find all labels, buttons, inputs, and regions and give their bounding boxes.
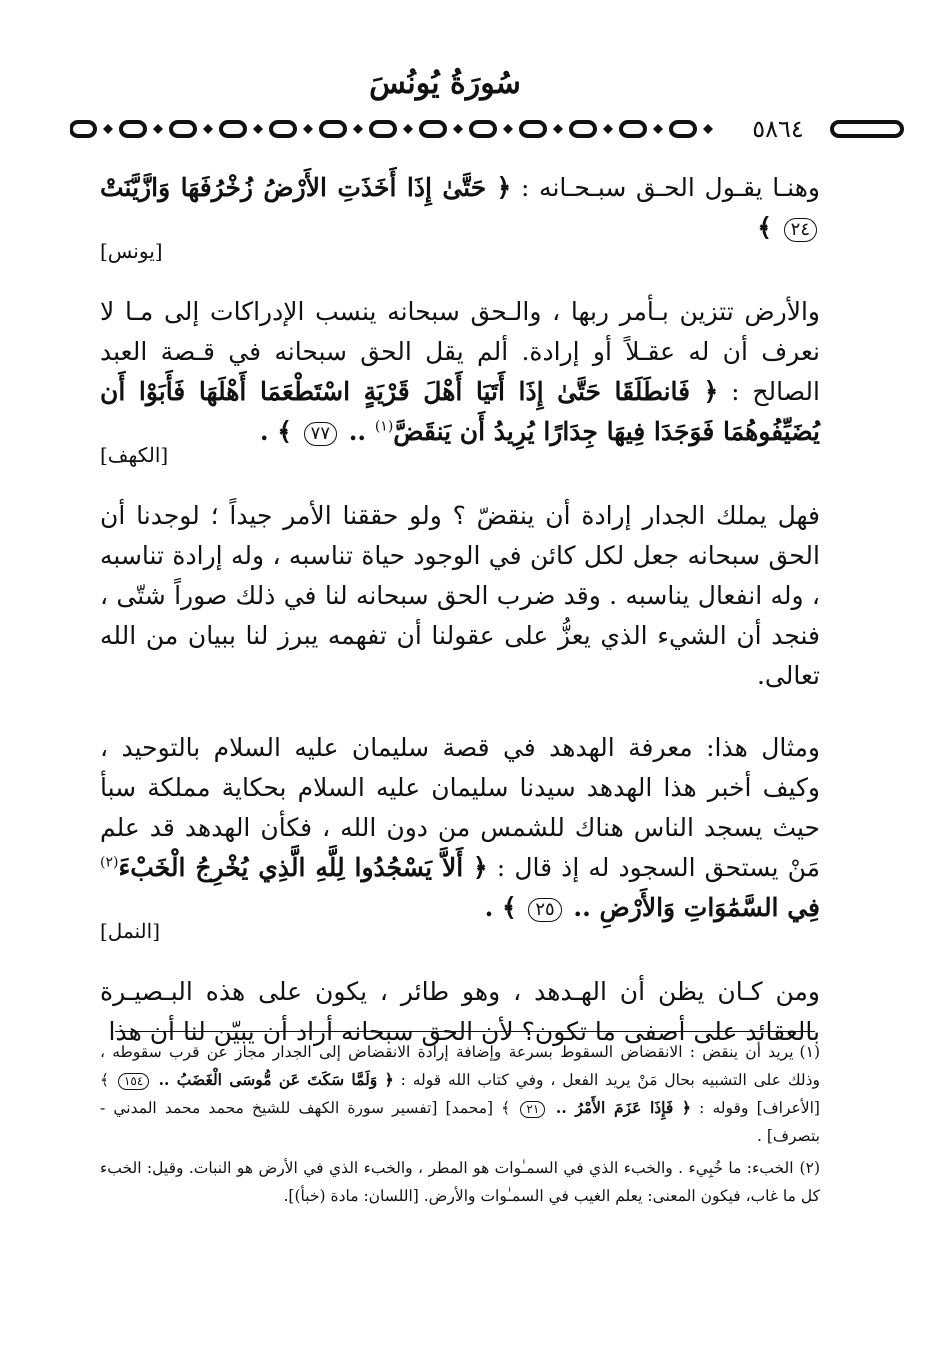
paragraph-3: فهل يملك الجدار إرادة أن ينقضّ ؟ ولو حققنا الأمر جيداً ؛ لوجدنا أن الحق سبحانه جعل لكل كائن في الوجود حياة تناسبه ، وله إرادة تناسبه ، وله انفعال يناسبه . وقد ضرب الحق سبحانه لنا في ذلك صوراً شتّى ، فنجد أن الشيء الذي يعزُّ على عقولنا أن تفهمه يبرز لنا ببيان من الله تعالى. (100, 501, 820, 690)
ayah-number: ١٥٤ (118, 1073, 149, 1090)
surah-title: سُورَةُ يُونُسَ (369, 66, 521, 101)
page-number: ٥٨٦٤ (752, 115, 804, 143)
ayah-number: ٢٥ (528, 898, 561, 922)
footnote-2: (٢)الخبء: ما خُبِيء . والخبء الذي في السمـٰوات هو المطر ، والخبء الذي في الأرض هو النبات. وقيل: الخبء كل ما غاب، فيكون المعنى: يعلم الغيب في السمـٰوات والأرض. [اللسان: مادة (خبأ)]. (100, 1159, 820, 1205)
quran-verse: ﴿ حَتَّىٰ إِذَا أَخَذَتِ الأَرْضُ زُخْرُفَهَا وَازَّيَّنَتْ٢٤ ﴾ (100, 173, 820, 242)
footnote-marker: (٢) (100, 854, 119, 871)
body-text (100, 168, 820, 1084)
paragraph-1: وهنـا يقـول الحـق سبـحـانه : ﴿ حَتَّىٰ إِذَا أَخَذَتِ الأَرْضُ زُخْرُفَهَا وَازَّيَّنَتْ٢٤ ﴾ (100, 173, 820, 242)
quran-verse: ﴿ أَلاَّ يَسْجُدُوا لِلَّهِ الَّذِي يُخْرِجُ الْخَبْءَ$^{(٢)}$ فِي السَّمَٰوَاتِ وَالأَرْضِ .. ٢٥ ﴾ . (100, 853, 820, 922)
ayah-number: ٢٤ (784, 218, 817, 242)
ornament-frieze-icon (70, 116, 720, 142)
ayah-number: ٢١ (520, 1101, 545, 1118)
footnote-divider (115, 1031, 815, 1032)
paragraph-2: والأرض تتزين بـأمر ربها ، والـحق سبحانه ينسب الإدراكات إلى مـا لا نعرف أن له عقـلاً أو إرادة. ألم يقل الحق سبحانه في قـصة العبد الصالح : ﴿ فَانطَلَقَا حَتَّىٰ إِذَا أَتَيَا أَهْلَ قَرْيَةٍ اسْتَطْعَمَا أَهْلَهَا فَأَبَوْا أَن يُضَيِّفُوهُمَا فَوَجَدَا فِيهَا جِدَارًا يُرِيدُ أَن يَنقَضَّ$^{(١)}$ .. ٧٧ ﴾ . (100, 297, 820, 446)
paragraph-4: ومثال هذا: معرفة الهدهد في قصة سليمان عليه السلام بالتوحيد ، وكيف أخبر هذا الهدهد سيدنا سليمان عليه السلام بحكاية مملكة سبأ حيث يسجد الناس هناك للشمس من دون الله ، فكأن الهدهد قد علم مَنْ يستحق السجود له إذ قال : ﴿ أَلاَّ يَسْجُدُوا لِلَّهِ الَّذِي يُخْرِجُ الْخَبْءَ$^{(٢)}$ فِي السَّمَٰوَاتِ وَالأَرْضِ .. ٢٥ ﴾ . (100, 733, 821, 922)
ayah-number: ٧٧ (304, 422, 337, 446)
paragraph-5: ومن كـان يظن أن الهـدهد ، وهو طائر ، يكون على هذه البـصيـرة بالعقائد على أصفى ما تكون؟ لأن الحق سبحانه أراد أن يبيّن لنا أن هذا (100, 977, 820, 1046)
verse-reference: [الكهف] (100, 443, 169, 467)
footnote-marker: (١) (374, 418, 394, 435)
verse-reference: [يونس] (100, 239, 163, 263)
header-ornament-row (70, 116, 910, 142)
ornament-end-icon (830, 116, 910, 142)
footnote-1: (١)يريد أن ينقض : الانقضاض السقوط بسرعة وإضافة إرادة الانقضاض إلى الجدار مجاز عن قرب سقوطه ، وذلك على التشبيه بحال مَنْ يريد الفعل ، وفي كتاب الله قوله : ﴿ وَلَمَّا سَكَتَ عَن مُّوسَى الْغَضَبُ .. ١٥٤ ﴾ [الأعراف] وقوله : ﴿ فَإِذَا عَزَمَ الأَمْرُ .. ٢١ ﴾ [محمد] [تفسير سورة الكهف للشيخ محمد محمد المدني - بتصرف] . (100, 1043, 820, 1145)
quran-verse: ﴿ فَانطَلَقَا حَتَّىٰ إِذَا أَتَيَا أَهْلَ قَرْيَةٍ اسْتَطْعَمَا أَهْلَهَا فَأَبَوْا أَن يُضَيِّفُوهُمَا فَوَجَدَا فِيهَا جِدَارًا يُرِيدُ أَن يَنقَضَّ$^{(١)}$ .. ٧٧ ﴾ . (100, 377, 820, 446)
footnotes (100, 1038, 820, 1214)
verse-reference: [النمل] (100, 919, 160, 943)
